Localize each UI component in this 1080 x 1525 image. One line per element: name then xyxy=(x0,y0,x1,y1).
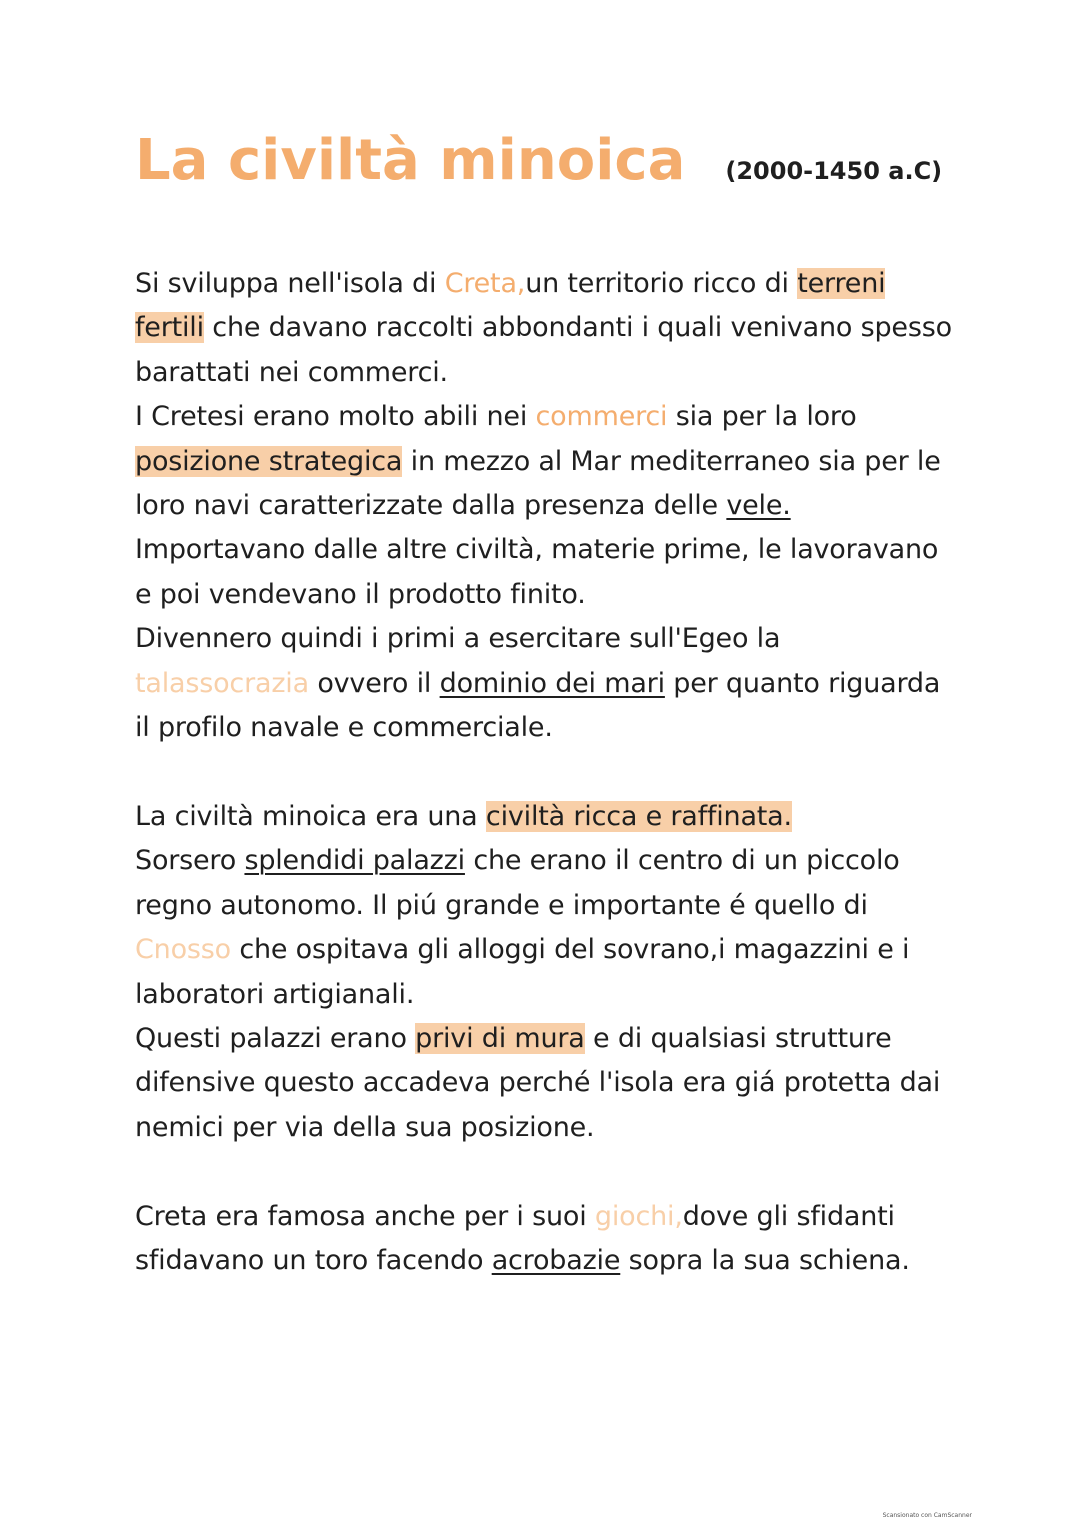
keyword-cnosso: Cnosso xyxy=(135,934,231,966)
highlight-terreni-fertili: terreni fertili xyxy=(135,268,886,344)
underline-vele: vele. xyxy=(726,490,791,522)
paragraph-palaces xyxy=(135,795,955,1150)
underline-dominio-dei-mari: dominio dei mari xyxy=(439,667,665,699)
text-run: un territorio ricco di xyxy=(525,268,798,299)
text-run: Importavano dalle altre civiltà, materie prime, le lavoravano e poi vendevano il prodotto finito. xyxy=(135,534,939,610)
text-run: in mezzo al Mar mediterraneo sia per le loro navi caratterizzate dalla presenza delle xyxy=(135,445,941,522)
text-run: che erano il centro di un piccolo regno autonomo. Il piú grande e importante é quello di xyxy=(135,845,900,921)
text-run: Creta era famosa anche per i suoi xyxy=(135,1201,595,1232)
highlight-posizione-strategica: posizione strategica xyxy=(135,445,403,477)
underline-acrobazie: acrobazie xyxy=(491,1245,621,1277)
text-run: ovvero il xyxy=(308,667,440,699)
keyword-creta: Creta, xyxy=(444,268,526,299)
keyword-talassocrazia: talassocrazia xyxy=(135,667,309,699)
keyword-commerci: commerci xyxy=(535,401,668,433)
highlight-civilta-ricca: civiltà ricca e raffinata. xyxy=(485,801,792,832)
text-run: La civiltà minoica era una xyxy=(135,801,486,832)
scanner-watermark: Scansionato con CamScanner xyxy=(882,1512,972,1519)
text-run: e di qualsiasi strutture difensive questo accadeva perché l'isola era giá protetta dai nemici per via della sua posizione. xyxy=(135,1023,941,1143)
date-range: (2000-1450 a.C) xyxy=(725,157,943,185)
text-run: Divennero quindi i primi a esercitare sull'Egeo la xyxy=(135,623,781,655)
text-run: che ospitava gli alloggi del sovrano,i magazzini e i laboratori artigianali. xyxy=(135,934,910,1010)
page-title: La civiltà minoica xyxy=(135,128,686,193)
text-run: Questi palazzi erano xyxy=(135,1023,416,1055)
text-run: Sorsero xyxy=(135,845,245,877)
text-run: I Cretesi erano molto abili nei xyxy=(135,401,536,433)
underline-splendidi-palazzi: splendidi palazzi xyxy=(244,845,465,877)
text-run: sopra la sua schiena. xyxy=(620,1245,910,1277)
text-run: che davano raccolti abbondanti i quali venivano spesso barattati nei commerci. xyxy=(135,312,952,388)
highlight-privi-di-mura: privi di mura xyxy=(415,1023,585,1055)
paragraph-games xyxy=(135,1195,955,1284)
keyword-giochi: giochi, xyxy=(594,1201,683,1232)
text-run: dove gli sfidanti sfidavano un toro facendo xyxy=(135,1201,895,1277)
paragraph-trade xyxy=(135,262,955,750)
title-row xyxy=(135,128,942,193)
text-run: Si sviluppa nell'isola di xyxy=(135,268,445,299)
text-run: per quanto riguarda il profilo navale e commerciale. xyxy=(135,667,941,744)
text-run: sia per la loro xyxy=(667,401,857,433)
